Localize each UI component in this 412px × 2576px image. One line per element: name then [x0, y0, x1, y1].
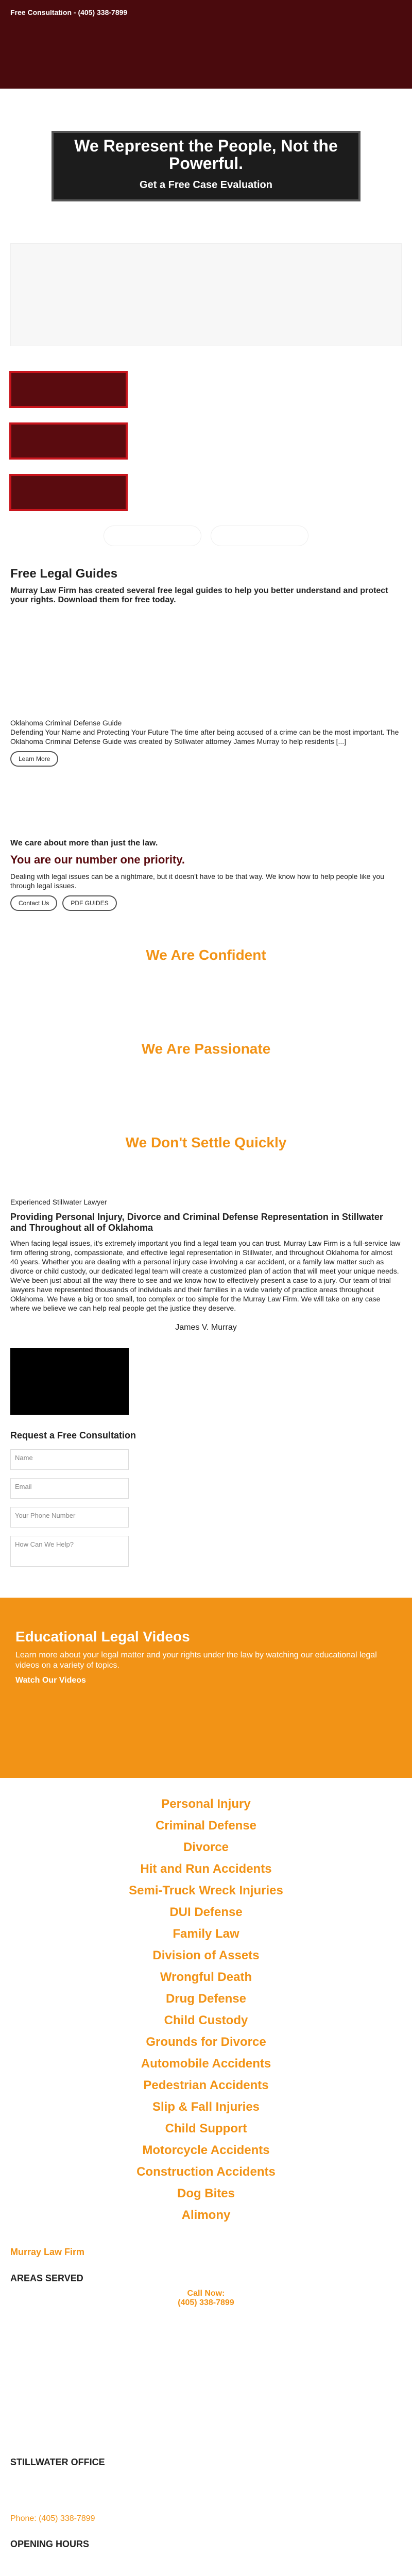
faded-panel: [10, 243, 402, 346]
practice-link[interactable]: Criminal Defense: [155, 1819, 257, 1833]
stillwater-office: STILLWATER OFFICE: [10, 2457, 105, 2467]
areas-served: AREAS SERVED: [10, 2273, 83, 2283]
about-kicker: Experienced Stillwater Lawyer: [10, 1198, 107, 1206]
about-signature: James V. Murray: [175, 1323, 237, 1332]
guide-desc: Defending Your Name and Protecting Your Future The time after being accused of a crime can be the most important. The Oklahoma Criminal Defense Guide was created by Stillwater attorney James Murray to help residents [...]: [10, 728, 399, 745]
priority-body: Dealing with legal issues can be a nightmare, but it doesn't have to be that way. We know how to help people like you through legal issues.: [10, 872, 384, 890]
about-body: When facing legal issues, it's extremely important you find a legal team you can trust. Murray Law Firm is a full-service law firm offering strong, compassionate, and effective legal representation in Stillwater, and throughout Oklahoma for almost 40 years. Whether you are dealing with a personal injury case involving a car accident, or a family law matter such as divorce or child custody, our dedicated legal team will create a customized plan of action that will meet your unique needs. We've been just about all the way there to see and we know how to effectively present a case to a jury. Our team of trial lawyers have represented thousands of individuals and their families in a wide variety of practice areas throughout Oklahoma. We have a big or too small, too complex or too simple for the Murray Law Firm. We will take on any case where we believe we can help real people get the justice they deserve.: [10, 1239, 401, 1312]
videos-band: [0, 1598, 412, 1778]
practice-link[interactable]: DUI Defense: [169, 1905, 243, 1919]
practice-link[interactable]: Pedestrian Accidents: [143, 2078, 269, 2092]
footer-phone[interactable]: Phone: (405) 338-7899: [10, 2514, 95, 2523]
guide-learn-more-button[interactable]: Learn More: [10, 751, 58, 767]
about-title: Providing Personal Injury, Divorce and Criminal Defense Representation in Stillwater and Throughout all of Oklahoma: [10, 1212, 383, 1233]
top-bar: [0, 0, 412, 89]
guide-title[interactable]: Oklahoma Criminal Defense Guide: [10, 719, 122, 727]
practice-link[interactable]: Slip & Fall Injuries: [152, 2100, 260, 2114]
practice-link[interactable]: Automobile Accidents: [141, 2057, 271, 2071]
videos-link[interactable]: Watch Our Videos: [15, 1676, 86, 1685]
legal-guides-intro: Murray Law Firm has created several free legal guides to help you better understand and protect your rights. Download them for free today.: [10, 586, 388, 604]
footer: [0, 2247, 412, 2576]
red-button-3[interactable]: [9, 474, 128, 511]
pdf-guides-button[interactable]: PDF GUIDES: [62, 895, 116, 911]
call-now-phone[interactable]: (405) 338-7899: [178, 2298, 234, 2307]
practice-link[interactable]: Hit and Run Accidents: [140, 1862, 272, 1876]
priority-line1: We care about more than just the law.: [10, 839, 158, 848]
practice-link[interactable]: Division of Assets: [152, 1948, 260, 1962]
ghost-buttons: [0, 526, 412, 546]
email-field[interactable]: Email: [10, 1478, 129, 1499]
red-buttons: [0, 371, 412, 511]
red-button-2[interactable]: [9, 422, 128, 460]
black-placeholder: [10, 1348, 129, 1415]
practice-link[interactable]: Construction Accidents: [136, 2165, 276, 2179]
practice-link[interactable]: Family Law: [173, 1927, 239, 1941]
name-field[interactable]: Name: [10, 1449, 129, 1470]
practice-link[interactable]: Alimony: [181, 2208, 231, 2222]
value-passionate-desc: [0, 1057, 412, 1104]
legal-guides-title: Free Legal Guides: [10, 567, 118, 581]
contact-us-button[interactable]: Contact Us: [10, 895, 57, 911]
form-title: Request a Free Consultation: [10, 1430, 136, 1440]
phone-field[interactable]: Your Phone Number: [10, 1507, 129, 1528]
practice-link[interactable]: Grounds for Divorce: [146, 2035, 266, 2049]
ghost-button-right[interactable]: [211, 526, 308, 546]
value-passionate: We Are Passionate: [141, 1041, 271, 1057]
value-confident-desc: [0, 963, 412, 1010]
practice-link[interactable]: Semi-Truck Wreck Injuries: [129, 1884, 283, 1897]
practice-link[interactable]: Wrongful Death: [160, 1970, 252, 1984]
videos-body: Learn more about your legal matter and your rights under the law by watching our educational legal videos on a variety of topics.: [15, 1651, 377, 1670]
hero-headline: We Represent the People, Not the Powerful.: [74, 136, 338, 173]
ghost-button-left[interactable]: [104, 526, 201, 546]
practice-link[interactable]: Personal Injury: [161, 1797, 251, 1811]
topbar-phone[interactable]: Free Consultation - (405) 338-7899: [10, 8, 128, 16]
practice-link[interactable]: Drug Defense: [165, 1992, 247, 2006]
practice-link[interactable]: Dog Bites: [177, 2187, 235, 2200]
red-button-1[interactable]: [9, 371, 128, 408]
value-settle: We Don't Settle Quickly: [125, 1134, 287, 1150]
practice-link[interactable]: Motorcycle Accidents: [142, 2143, 270, 2157]
hero-cta[interactable]: Get a Free Case Evaluation: [140, 179, 272, 191]
hero: [0, 89, 412, 243]
practice-areas: [0, 1778, 412, 2247]
value-settle-desc: [0, 1151, 412, 1197]
value-confident: We Are Confident: [146, 947, 266, 963]
practice-link[interactable]: Divorce: [183, 1840, 229, 1854]
hero-box: [52, 131, 360, 201]
practice-link[interactable]: Child Custody: [164, 2013, 248, 2027]
footer-firm: Murray Law Firm: [10, 2247, 85, 2257]
message-field[interactable]: How Can We Help?: [10, 1536, 129, 1567]
videos-title: Educational Legal Videos: [15, 1629, 190, 1645]
priority-line2: You are our number one priority.: [10, 853, 185, 866]
opening-hours: OPENING HOURS: [10, 2539, 90, 2549]
practice-link[interactable]: Child Support: [165, 2122, 247, 2136]
call-now: Call Now:: [187, 2289, 225, 2298]
